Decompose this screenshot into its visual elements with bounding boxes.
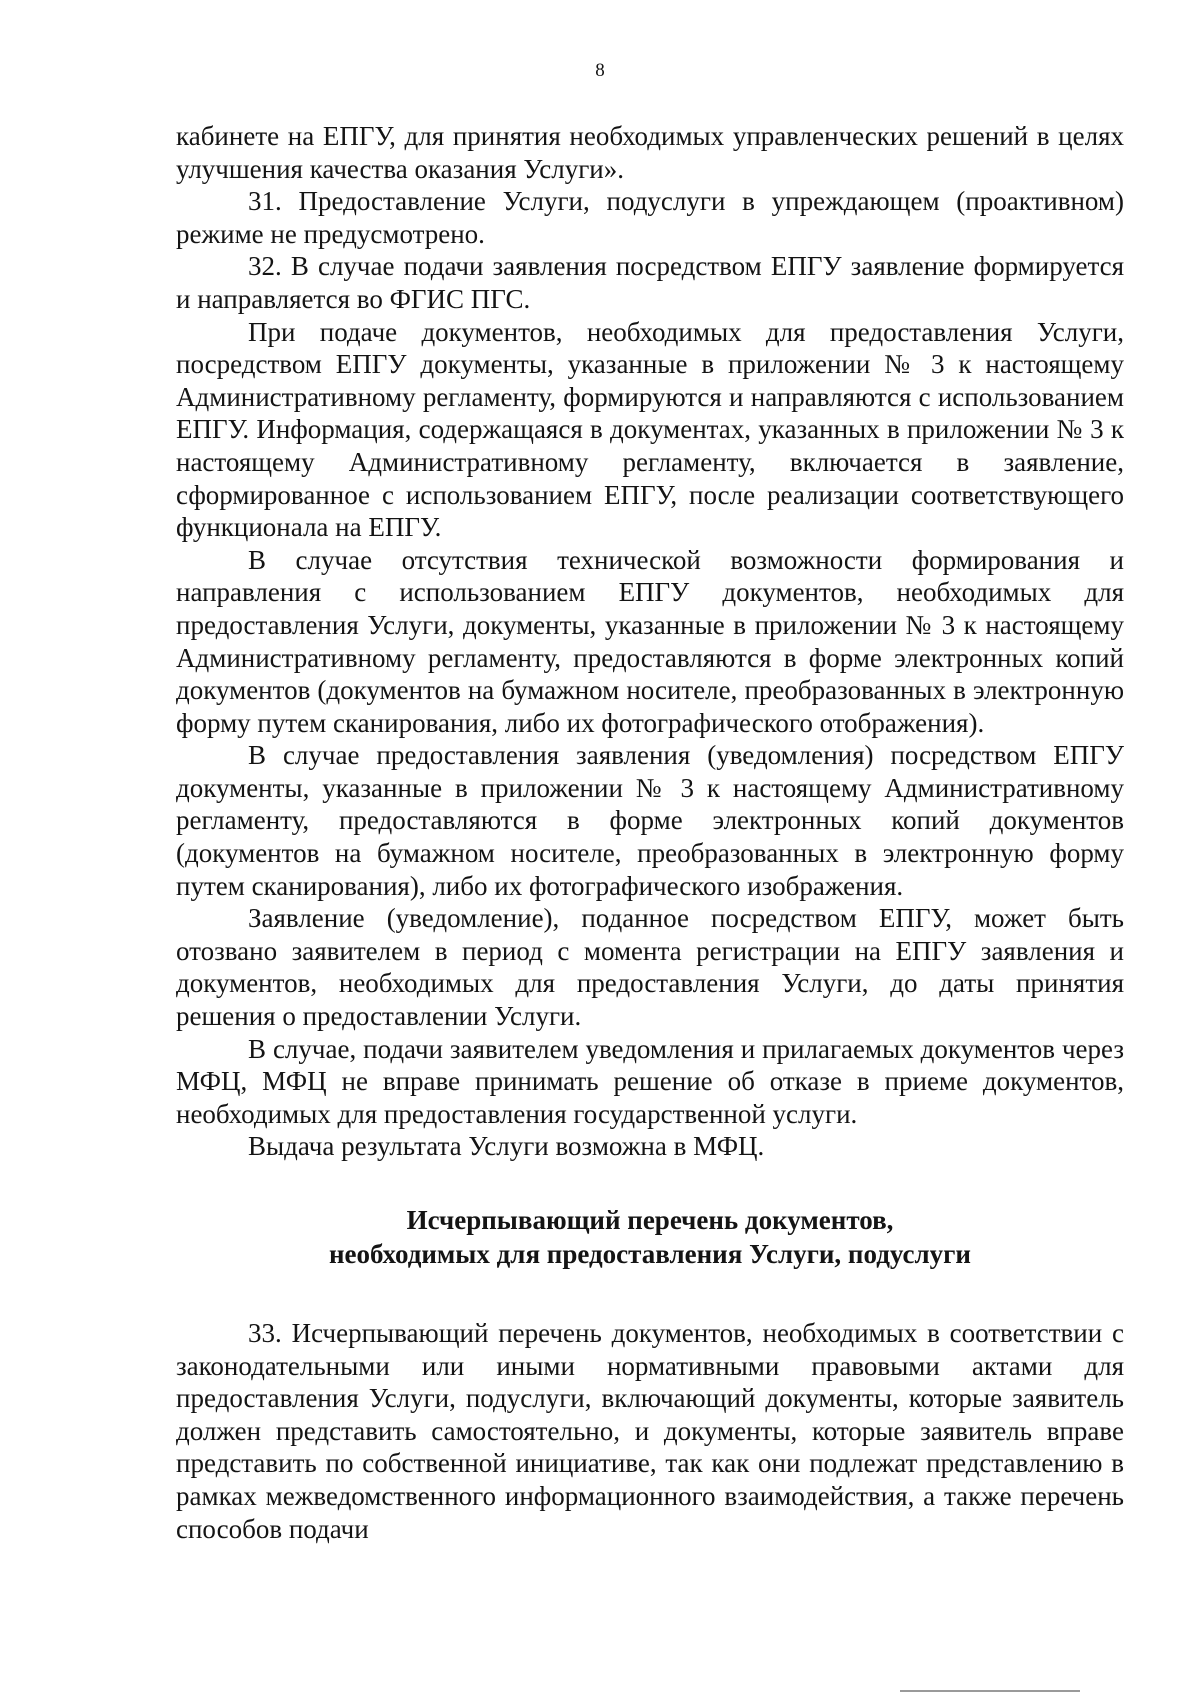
section-heading-line-1: Исчерпывающий перечень документов, xyxy=(406,1205,894,1235)
paragraph-withdrawal: Заявление (уведомление), поданное посредством ЕПГУ, может быть отозвано заявителем в период с момента регистрации на ЕПГУ заявления и документов, необходимых для предоставления Услуги, до даты принятия решения о предоставлении Услуги. xyxy=(176,903,1124,1032)
paragraph-31: 31. Предоставление Услуги, подуслуги в упреждающем (проактивном) режиме не предусмотрено. xyxy=(176,186,1124,249)
paragraph-mfc-submission: В случае, подачи заявителем уведомления и прилагаемых документов через МФЦ, МФЦ не вправе принимать решение об отказе в приеме документов, необходимых для предоставления государственной услуги. xyxy=(176,1033,1124,1129)
paragraph-result-issuance: Выдача результата Услуги возможна в МФЦ. xyxy=(248,1131,765,1162)
section-heading-line-2: необходимых для предоставления Услуги, подуслуги xyxy=(329,1239,971,1269)
paragraph-epgu-documents: При подаче документов, необходимых для предоставления Услуги, посредством ЕПГУ документы, указанные в приложении № 3 к настоящему Административному регламенту, формируются и направляются с использованием ЕПГУ. Информация, содержащаяся в документах, указанных в приложении № 3 к настоящему Административному регламенту, включается в заявление, сформированное с использованием ЕПГУ, после реализации соответствующего функционала на ЕПГУ. xyxy=(176,316,1124,543)
document-body xyxy=(176,120,1124,1545)
page-number: 8 xyxy=(595,60,605,81)
paragraph-application-via-epgu: В случае предоставления заявления (уведомления) посредством ЕПГУ документы, указанные в приложении № 3 к настоящему Административному регламенту, предоставляются в форме электронных копий документов (документов на бумажном носителе, преобразованных в электронную форму путем сканирования), либо их фотографического изображения. xyxy=(176,740,1124,901)
paragraph-33: 33. Исчерпывающий перечень документов, необходимых в соответствии с законодательными или иными нормативными правовыми актами для предоставления Услуги, подуслуги, включающий документы, которые заявитель должен представить самостоятельно, и документы, которые заявитель вправе представить по собственной инициативе, так как они подлежат представлению в рамках межведомственного информационного взаимодействия, а также перечень способов подачи xyxy=(176,1318,1124,1544)
paragraph-continuation: кабинете на ЕПГУ, для принятия необходимых управленческих решений в целях улучшения качества оказания Услуги». xyxy=(176,121,1124,184)
scan-edge-mark xyxy=(900,1690,1080,1692)
section-heading xyxy=(176,1203,1124,1271)
paragraph-no-technical-possibility: В случае отсутствия технической возможности формирования и направления с использованием ЕПГУ документов, необходимых для предоставления Услуги, документы, указанные в приложении № 3 к настоящему Административному регламенту, предоставляются в форме электронных копий документов (документов на бумажном носителе, преобразованных в электронную форму путем сканирования, либо их фотографического отображения). xyxy=(176,544,1124,738)
paragraph-32: 32. В случае подачи заявления посредством ЕПГУ заявление формируется и направляется во ФГИС ПГС. xyxy=(176,251,1124,314)
